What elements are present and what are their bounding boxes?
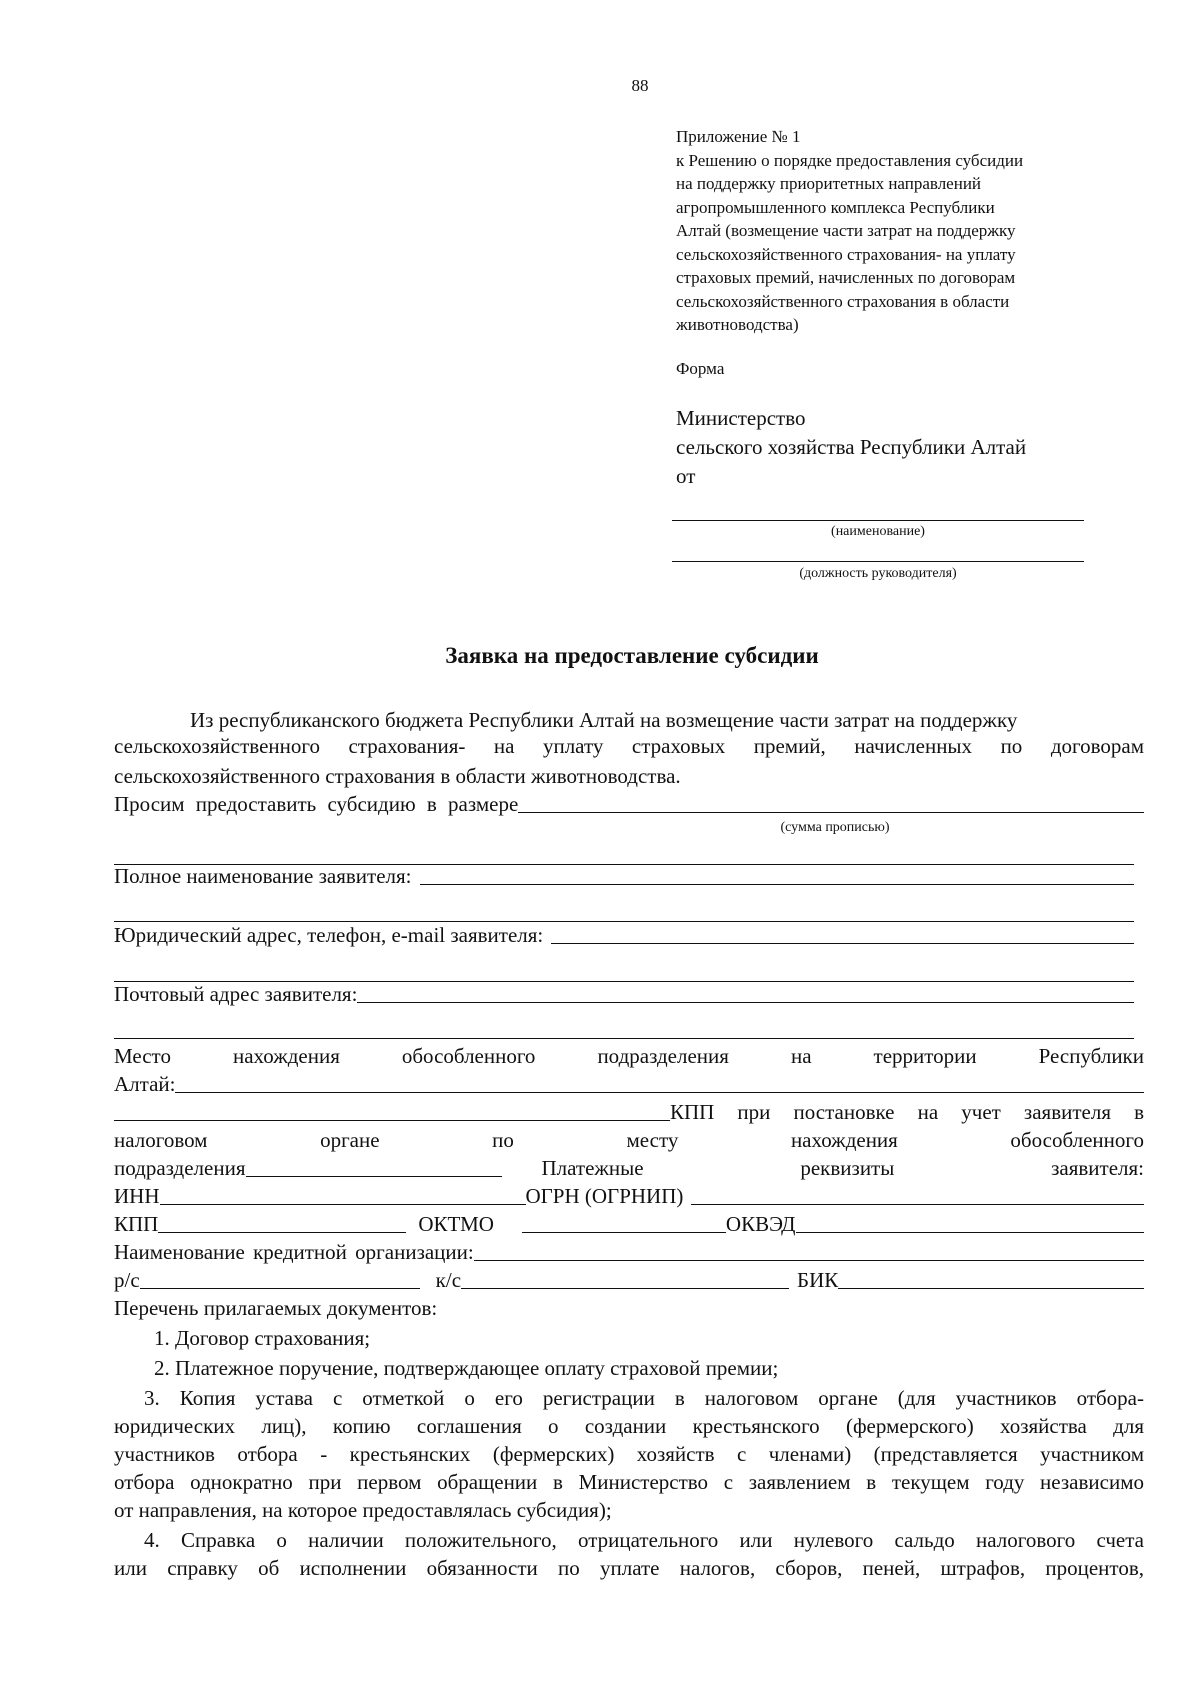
oktmo-input-line[interactable]: [522, 1232, 726, 1233]
legal-address-row: [114, 923, 1134, 948]
documents-heading: Перечень прилагаемых документов:: [114, 1296, 438, 1320]
document-item-2: 2. Платежное поручение, подтверждающее оплату страховой премии;: [154, 1356, 779, 1380]
bik-label: БИК: [797, 1268, 839, 1292]
appendix-line: животноводства): [676, 315, 799, 334]
position-field-line[interactable]: [672, 561, 1084, 562]
document-item-4-line: или справку об исполнении обязанности по уплате налогов, сборов, пеней, штрафов, процентов,: [114, 1556, 1144, 1580]
rs-input-line[interactable]: [140, 1288, 420, 1289]
document-item-3-line: участников отбора - крестьянских (фермерских) хозяйств с членами) (представляется участником: [114, 1442, 1144, 1466]
okved-label: ОКВЭД: [725, 1212, 796, 1236]
appendix-line: сельскохозяйственного страхования в области: [676, 291, 1010, 311]
kpp-label: КПП: [114, 1212, 159, 1236]
legal-address-input-line[interactable]: [551, 943, 1134, 944]
payment-details-row: [114, 1156, 1144, 1181]
appendix-line: страховых премий, начисленных по договорам: [676, 268, 1016, 287]
amount-label: Просим предоставить субсидию в размере: [114, 792, 519, 816]
appendix-line: агропромышленного комплекса Республики: [676, 197, 995, 217]
addressee-line2: сельского хозяйства Республики Алтай: [676, 435, 1027, 459]
inn-label: ИНН: [114, 1184, 160, 1208]
postal-address-continuation-line[interactable]: [114, 1038, 1134, 1039]
full-name-continuation-line[interactable]: [114, 921, 1134, 922]
okved-input-line[interactable]: [796, 1232, 1144, 1233]
addressee-block: [676, 404, 1026, 491]
appendix-line: сельскохозяйственного страхования- на уплату: [676, 244, 1016, 264]
document-item-3-line: 3. Копия устава с отметкой о его регистрации в налоговом органе (для участников отбора-: [144, 1386, 1144, 1410]
location-line: Место нахождения обособленного подразделения на территории Республики: [114, 1044, 1144, 1068]
bank-input-line[interactable]: [474, 1260, 1144, 1261]
document-item-3-line: юридических лиц), копию соглашения о создании крестьянского (фермерского) хозяйства для: [114, 1414, 1144, 1438]
ogrn-input-line[interactable]: [691, 1204, 1144, 1205]
postal-address-input-line[interactable]: [357, 1002, 1134, 1003]
addressee-line3: от: [676, 464, 696, 488]
appendix-block: [676, 125, 1116, 337]
subdivision-label: подразделения: [114, 1156, 246, 1180]
full-name-row: [114, 864, 1134, 889]
name-field-line[interactable]: [672, 520, 1084, 521]
document-item-3-line: от направления, на которое предоставлялась субсидия);: [114, 1498, 612, 1522]
bank-label: Наименование кредитной организации:: [114, 1240, 474, 1264]
addressee-line1: Министерство: [676, 406, 806, 430]
ogrn-label: ОГРН (ОГРНИП): [525, 1184, 684, 1208]
page-number: 88: [631, 76, 649, 95]
kpp-registration-label: КПП при постановке на учет заявителя в: [670, 1100, 1144, 1124]
bank-row: [114, 1240, 1144, 1265]
document-item-1: 1. Договор страхования;: [154, 1326, 371, 1350]
full-name-input-line[interactable]: [420, 884, 1135, 885]
subdivision-input-line[interactable]: [114, 1120, 670, 1121]
amount-input-line[interactable]: [518, 812, 1144, 813]
inn-ogrn-row: [114, 1184, 1144, 1209]
position-caption: (должность руководителя): [799, 566, 957, 581]
subdivision-name-input-line[interactable]: [246, 1176, 502, 1177]
oktmo-label: ОКТМО: [418, 1212, 494, 1236]
accounts-row: [114, 1268, 1144, 1293]
postal-address-row: [114, 982, 1134, 1007]
appendix-line: Приложение № 1: [676, 127, 801, 146]
bik-input-line[interactable]: [838, 1288, 1144, 1289]
location-altai-label: Алтай:: [114, 1072, 176, 1096]
kpp-input-line[interactable]: [158, 1232, 406, 1233]
document-item-4-line: 4. Справка о наличии положительного, отрицательного или нулевого сальдо налогового счета: [144, 1528, 1144, 1552]
inn-input-line[interactable]: [160, 1204, 526, 1205]
kpp-oktmo-okved-row: [114, 1212, 1144, 1237]
full-name-label: Полное наименование заявителя:: [114, 864, 412, 888]
amount-caption: (сумма прописью): [780, 820, 890, 835]
ks-input-line[interactable]: [461, 1288, 789, 1289]
intro-line3: сельскохозяйственного страхования в области животноводства.: [114, 764, 681, 788]
intro-line1: Из республиканского бюджета Республики Алтай на возмещение части затрат на поддержку: [190, 708, 1018, 732]
tax-authority-line: налоговом органе по месту нахождения обособленного: [114, 1128, 1144, 1152]
payment-details-label: Платежные реквизиты заявителя:: [541, 1156, 1144, 1180]
form-label: Форма: [676, 359, 725, 378]
appendix-line: к Решению о порядке предоставления субсидии: [676, 150, 1024, 170]
kpp-registration-row: [114, 1100, 1144, 1125]
postal-address-label: Почтовый адрес заявителя:: [114, 982, 358, 1006]
amount-row: [114, 792, 1144, 817]
document-title: Заявка на предоставление субсидии: [445, 643, 819, 668]
rs-label: р/с: [114, 1268, 140, 1292]
appendix-line: на поддержку приоритетных направлений: [676, 174, 982, 193]
appendix-line: Алтай (возмещение части затрат на поддержку: [676, 221, 1016, 240]
name-caption: (наименование): [831, 524, 925, 539]
intro-line2: сельскохозяйственного страхования- на уплату страховых премий, начисленных по договорам: [114, 734, 1144, 758]
location-input-line[interactable]: [175, 1092, 1144, 1093]
document-item-3-line: отбора однократно при первом обращении в Министерство с заявлением в текущем году независимо: [114, 1470, 1144, 1494]
legal-address-label: Юридический адрес, телефон, e-mail заявителя:: [114, 923, 544, 947]
location-row: [114, 1072, 1144, 1097]
ks-label: к/с: [435, 1268, 462, 1292]
